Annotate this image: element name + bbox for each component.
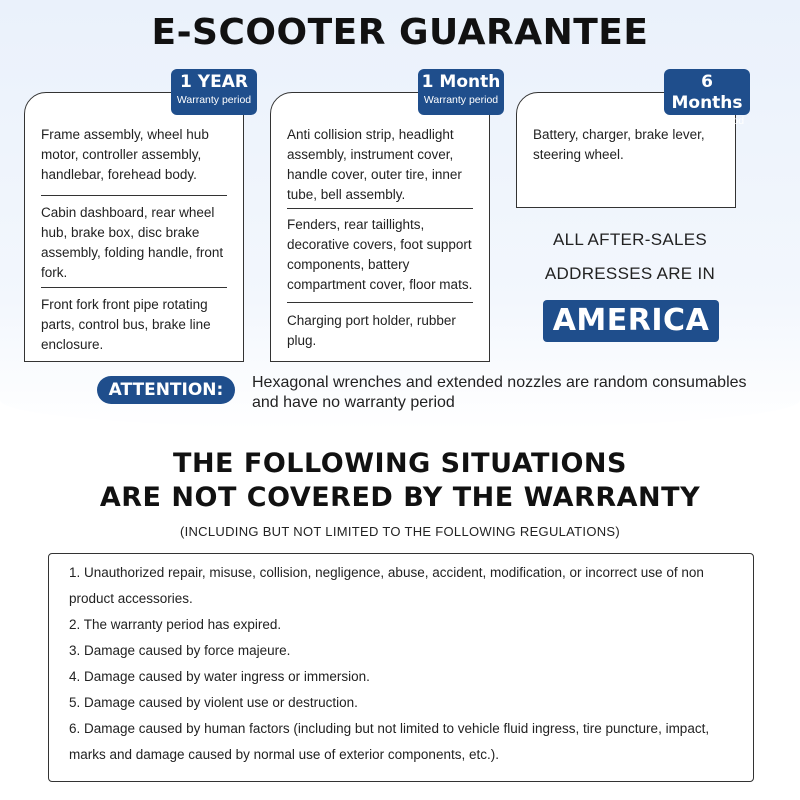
not-covered-heading-2: ARE NOT COVERED BY THE WARRANTY (99, 482, 701, 513)
not-covered-list-box (48, 553, 754, 782)
badge-6-months (664, 69, 750, 127)
warranty-section: Battery, charger, brake lever, steering wheel. (533, 127, 705, 162)
divider (287, 208, 473, 209)
list-item: 1. Unauthorized repair, misuse, collision, negligence, abuse, accident, modification, or incorrect use of non product accessories. (69, 565, 704, 606)
badge-1-year (171, 69, 257, 115)
warranty-section: Anti collision strip, headlight assembly, instrument cover, handle cover, outer tire, inner tube, bell assembly. (287, 127, 462, 202)
not-covered-list (69, 560, 737, 768)
country-badge: AMERICA (543, 300, 719, 342)
badge-1-month (418, 69, 504, 115)
attention-badge: ATTENTION: (97, 376, 235, 404)
page-title: E-SCOOTER GUARANTEE (151, 12, 649, 53)
warranty-card-1-year (24, 92, 244, 362)
list-item: 3. Damage caused by force majeure. (69, 643, 291, 658)
list-item: 6. Damage caused by human factors (including but not limited to vehicle fluid ingress, tire puncture, impact, marks and damage caused by normal use of exterior components, etc.). (69, 721, 710, 762)
badge-sub: Warranty period (669, 115, 745, 127)
badge-sub: Warranty period (176, 94, 252, 106)
divider (287, 302, 473, 303)
badge-main: 1 YEAR (180, 72, 248, 92)
not-covered-subnote: (INCLUDING BUT NOT LIMITED TO THE FOLLOWING REGULATIONS) (179, 524, 621, 539)
after-sales-line-2: ADDRESSES ARE IN (544, 264, 716, 283)
list-item: 4. Damage caused by water ingress or immersion. (69, 669, 370, 684)
badge-main: 1 Month (421, 72, 501, 92)
divider (41, 287, 227, 288)
warranty-section: Front fork front pipe rotating parts, control bus, brake line enclosure. (41, 297, 211, 352)
warranty-section: Frame assembly, wheel hub motor, controller assembly, handlebar, forehead body. (41, 127, 209, 182)
badge-sub: Warranty period (423, 94, 499, 106)
not-covered-heading-1: THE FOLLOWING SITUATIONS (173, 448, 627, 479)
warranty-section: Cabin dashboard, rear wheel hub, brake box, disc brake assembly, folding handle, front fork. (41, 205, 224, 280)
warranty-card-1-month (270, 92, 490, 362)
warranty-section: Fenders, rear taillights, decorative covers, foot support components, battery compartment cover, floor mats. (287, 217, 473, 292)
warranty-section: Charging port holder, rubber plug. (287, 313, 456, 348)
attention-text: Hexagonal wrenches and extended nozzles are random consumables and have no warranty period (252, 374, 747, 411)
list-item: 5. Damage caused by violent use or destruction. (69, 695, 358, 710)
list-item: 2. The warranty period has expired. (69, 617, 282, 632)
badge-main: 6 Months (671, 72, 743, 113)
after-sales-line-1: ALL AFTER-SALES (552, 230, 708, 249)
divider (41, 195, 227, 196)
